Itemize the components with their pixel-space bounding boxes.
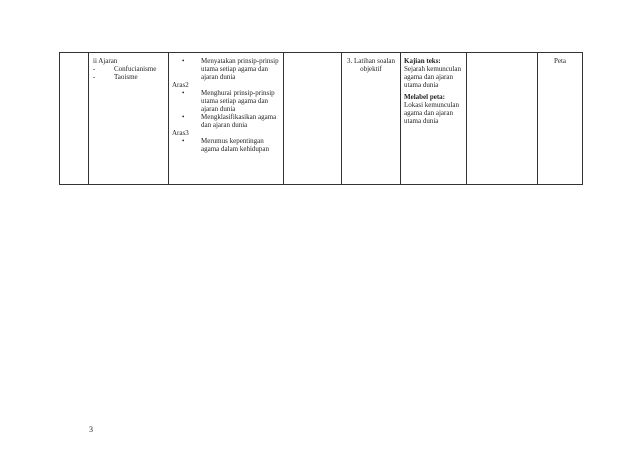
empty-cell — [467, 53, 538, 185]
bullet-icon: • — [182, 57, 185, 65]
level-label: Aras2 — [172, 81, 189, 89]
objective-text: Mengklasifikasikan agama dan ajaran dunia — [201, 113, 277, 129]
bullet-icon: • — [182, 137, 185, 145]
list-item — [172, 113, 280, 129]
kajian-label: Kajian teks: — [404, 57, 441, 65]
empty-cell — [60, 53, 89, 185]
objective-text: Merumus kepentingan agama dalam kehidupan — [201, 137, 270, 153]
task-cell — [401, 53, 467, 185]
empty-cell — [284, 53, 342, 185]
table-row — [60, 53, 583, 185]
bullet-icon: • — [182, 89, 185, 97]
melabel-block — [404, 93, 463, 125]
page-number: 3 — [89, 425, 93, 434]
melabel-text: Lokasi kemunculan agama dan ajaran utama dunia — [404, 101, 460, 125]
melabel-label: Melabel peta: — [404, 93, 446, 101]
list-item — [172, 57, 280, 81]
objective-text: Menghurai prinsip-prinsip utama setiap agama dan ajaran dunia — [201, 89, 275, 113]
list-item: - Taoisme — [93, 73, 165, 81]
list-item: - Confucianisme — [93, 65, 165, 73]
objective-text: Menyatakan prinsip-prinsip utama setiap agama dan ajaran dunia — [201, 57, 279, 81]
ajaran-list — [93, 65, 165, 81]
lesson-table — [59, 52, 583, 185]
kajian-text: Sejarah kemunculan agama dan ajaran utama dunia — [404, 65, 461, 89]
list-item — [172, 89, 280, 113]
objectives-cell — [169, 53, 284, 185]
ajaran-title: ii Ajaran — [93, 57, 118, 65]
ajaran-cell — [89, 53, 169, 185]
kajian-block — [404, 57, 463, 89]
bullet-icon: • — [182, 113, 185, 121]
list-item — [172, 137, 280, 153]
level-label: Aras3 — [172, 129, 189, 137]
resource-cell: Peta — [538, 53, 583, 185]
activity-cell: 3. Latihan soalan objektif — [342, 53, 401, 185]
